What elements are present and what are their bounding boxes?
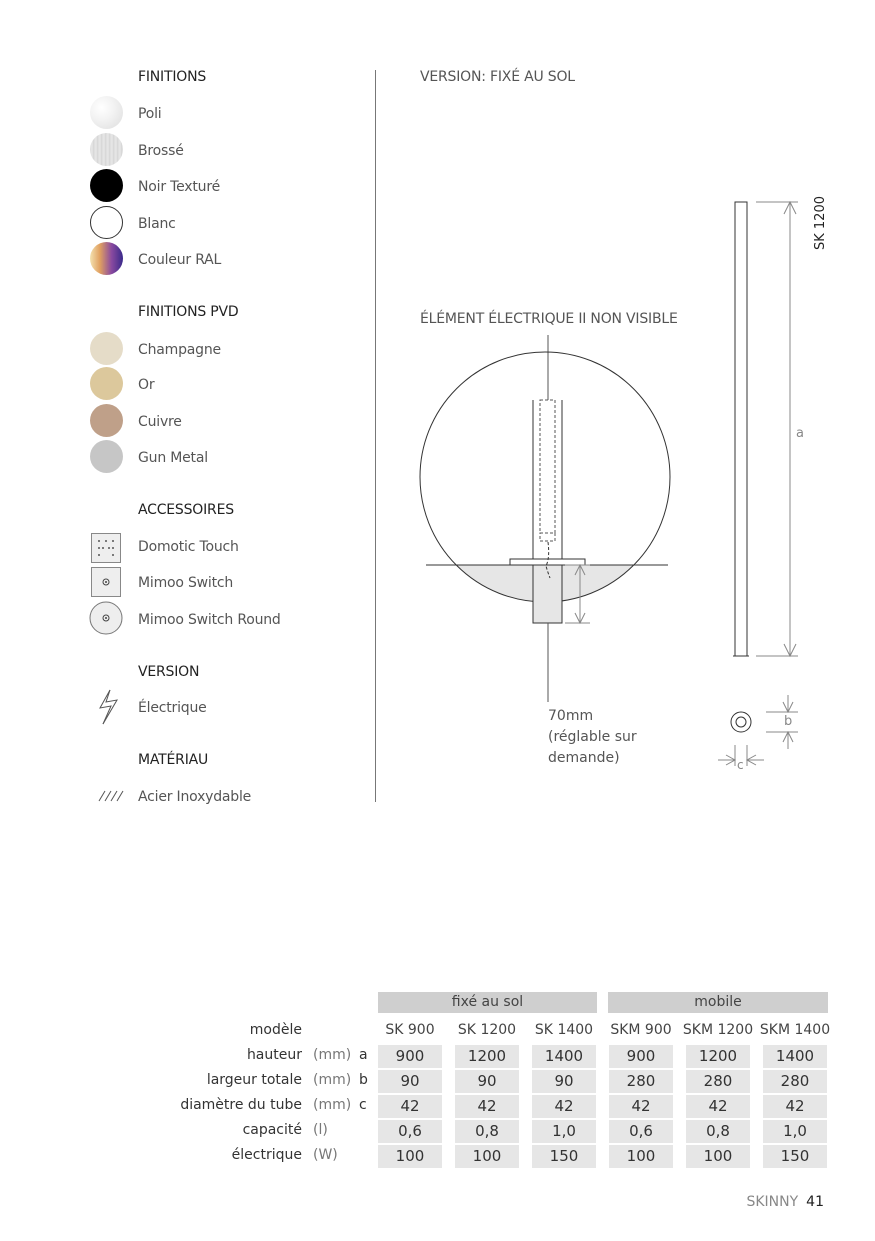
table-cell: 42 bbox=[378, 1095, 442, 1118]
pvd-label-cuivre: Cuivre bbox=[138, 414, 182, 430]
model-header: SKM 900 bbox=[610, 1022, 672, 1038]
pvd-label-champagne: Champagne bbox=[138, 342, 221, 358]
table-cell: 1,0 bbox=[532, 1120, 596, 1143]
pvd-label-gun-metal: Gun Metal bbox=[138, 450, 208, 466]
table-cell: 280 bbox=[609, 1070, 673, 1093]
gun-metal-swatch bbox=[90, 440, 123, 473]
lightning-icon bbox=[97, 689, 121, 725]
version-heading: VERSION bbox=[138, 664, 200, 680]
table-cell: 1200 bbox=[455, 1045, 519, 1068]
materiau-heading: MATÉRIAU bbox=[138, 752, 209, 768]
row-label-largeur: largeur totale bbox=[206, 1072, 302, 1088]
blanc-swatch bbox=[90, 206, 123, 239]
hatch-icon bbox=[98, 790, 124, 802]
row-letter: b bbox=[359, 1072, 368, 1088]
model-label-vertical: SK 1200 bbox=[813, 196, 828, 250]
table-cell: 1200 bbox=[686, 1045, 750, 1068]
domotic-touch-icon bbox=[91, 533, 121, 563]
version-label: Électrique bbox=[138, 700, 207, 716]
table-cell: 0,6 bbox=[378, 1120, 442, 1143]
element-label: ÉLÉMENT ÉLECTRIQUE II NON VISIBLE bbox=[420, 311, 678, 327]
table-cell: 90 bbox=[378, 1070, 442, 1093]
or-swatch bbox=[90, 367, 123, 400]
champagne-swatch bbox=[90, 332, 123, 365]
height-note bbox=[548, 706, 637, 769]
height-note-line-2: (réglable sur bbox=[548, 729, 637, 745]
row-unit: (l) bbox=[313, 1122, 328, 1138]
table-cell: 0,6 bbox=[609, 1120, 673, 1143]
table-cell: 90 bbox=[532, 1070, 596, 1093]
page-footer bbox=[746, 1194, 824, 1210]
finition-label-poli: Poli bbox=[138, 106, 162, 122]
poli-swatch bbox=[90, 96, 123, 129]
finition-label-noir: Noir Texturé bbox=[138, 179, 220, 195]
row-label-electrique: électrique bbox=[231, 1147, 302, 1163]
noir-swatch bbox=[90, 169, 123, 202]
table-cell: 0,8 bbox=[686, 1120, 750, 1143]
model-header: SKM 1400 bbox=[759, 1022, 831, 1038]
dimension-b: b bbox=[784, 714, 793, 729]
table-cell: 900 bbox=[609, 1045, 673, 1068]
brosse-swatch bbox=[90, 133, 123, 166]
row-unit: (mm) bbox=[313, 1047, 352, 1063]
table-cell: 900 bbox=[378, 1045, 442, 1068]
models-row-label: modèle bbox=[249, 1022, 302, 1038]
diagram-title: VERSION: FIXÉ AU SOL bbox=[420, 69, 575, 85]
finition-label-brosse: Brossé bbox=[138, 143, 184, 159]
table-cell: 42 bbox=[609, 1095, 673, 1118]
column-divider bbox=[375, 70, 376, 802]
mimoo-switch-round-icon bbox=[89, 601, 123, 635]
table-cell: 42 bbox=[455, 1095, 519, 1118]
table-cell: 0,8 bbox=[455, 1120, 519, 1143]
row-letter: c bbox=[359, 1097, 367, 1113]
dimension-c: c bbox=[737, 758, 744, 772]
cuivre-swatch bbox=[90, 404, 123, 437]
finition-label-ral: Couleur RAL bbox=[138, 252, 222, 268]
table-cell: 150 bbox=[532, 1145, 596, 1168]
row-unit: (W) bbox=[313, 1147, 338, 1163]
model-header: SKM 1200 bbox=[682, 1022, 754, 1038]
table-cell: 1,0 bbox=[763, 1120, 827, 1143]
model-header: SK 1400 bbox=[534, 1022, 594, 1038]
table-cell: 100 bbox=[455, 1145, 519, 1168]
row-label-capacite: capacité bbox=[242, 1122, 302, 1138]
table-cell: 100 bbox=[686, 1145, 750, 1168]
mimoo-switch-icon bbox=[91, 567, 121, 597]
finitions-heading: FINITIONS bbox=[138, 69, 207, 85]
table-cell: 280 bbox=[686, 1070, 750, 1093]
table-cell: 42 bbox=[686, 1095, 750, 1118]
group-header-mobile: mobile bbox=[608, 992, 828, 1013]
pvd-label-or: Or bbox=[138, 377, 155, 393]
model-header: SK 900 bbox=[385, 1022, 435, 1038]
accessoire-label-mimoo-round: Mimoo Switch Round bbox=[138, 612, 281, 628]
height-note-line-3: demande) bbox=[548, 750, 620, 766]
row-unit: (mm) bbox=[313, 1072, 352, 1088]
row-label-hauteur: hauteur bbox=[246, 1047, 302, 1063]
accessoires-heading: ACCESSOIRES bbox=[138, 502, 234, 518]
footer-product-name: SKINNY bbox=[746, 1194, 799, 1210]
materiau-label: Acier Inoxydable bbox=[138, 789, 252, 805]
finitions-pvd-heading: FINITIONS PVD bbox=[138, 304, 239, 320]
table-cell: 42 bbox=[763, 1095, 827, 1118]
group-header-fixe: fixé au sol bbox=[378, 992, 597, 1013]
ral-swatch bbox=[90, 242, 123, 275]
row-unit: (mm) bbox=[313, 1097, 352, 1113]
row-label-diametre: diamètre du tube bbox=[180, 1097, 302, 1113]
table-cell: 100 bbox=[609, 1145, 673, 1168]
dimension-a: a bbox=[796, 426, 804, 441]
table-cell: 150 bbox=[763, 1145, 827, 1168]
table-cell: 1400 bbox=[532, 1045, 596, 1068]
accessoire-label-mimoo: Mimoo Switch bbox=[138, 575, 234, 591]
accessoire-label-domotic: Domotic Touch bbox=[138, 539, 239, 555]
height-note-line-1: 70mm bbox=[548, 708, 594, 724]
model-header: SK 1200 bbox=[457, 1022, 517, 1038]
table-cell: 100 bbox=[378, 1145, 442, 1168]
table-cell: 90 bbox=[455, 1070, 519, 1093]
table-cell: 42 bbox=[532, 1095, 596, 1118]
page-number: 41 bbox=[806, 1194, 824, 1210]
row-letter: a bbox=[359, 1047, 368, 1063]
table-cell: 1400 bbox=[763, 1045, 827, 1068]
finition-label-blanc: Blanc bbox=[138, 216, 176, 232]
table-cell: 280 bbox=[763, 1070, 827, 1093]
